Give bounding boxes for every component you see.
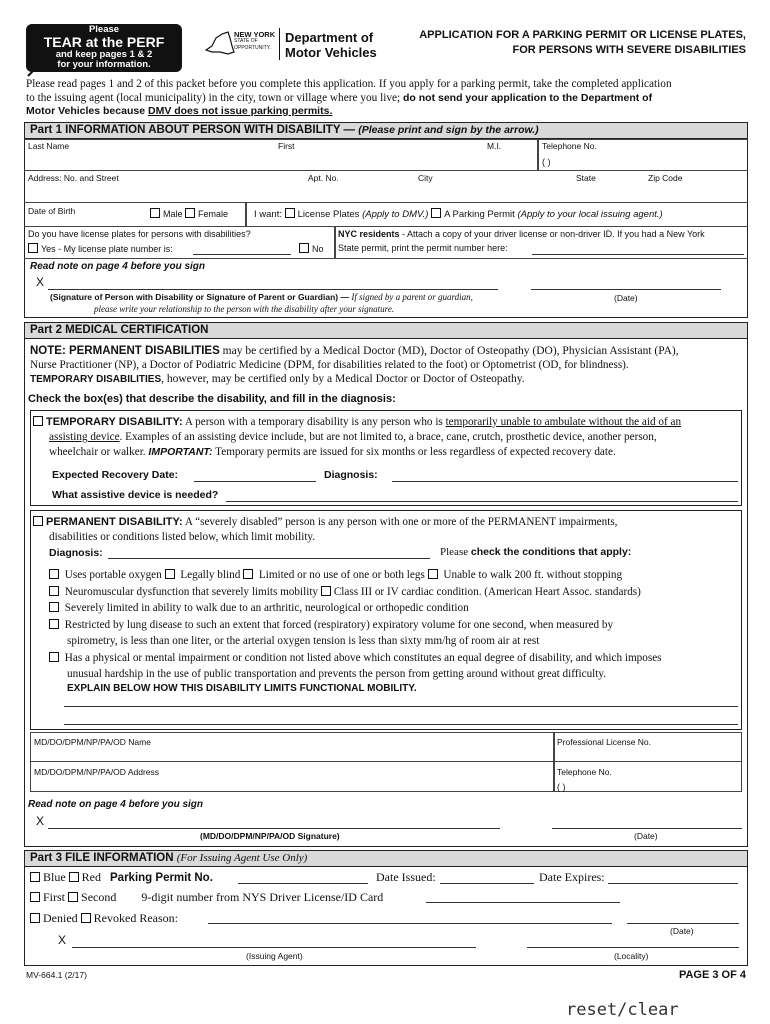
nyc-text-line-1: - Attach a copy of your driver license or non-driver ID. If you had a New York — [399, 229, 705, 239]
divider — [537, 139, 539, 171]
part3-heading-italic: (For Issuing Agent Use Only) — [176, 852, 308, 864]
telephone-input[interactable] — [560, 152, 740, 170]
intro-line-2a: to the issuing agent (local municipality) in the city, town or village where you live; — [26, 91, 401, 104]
zip-label: Zip Code — [648, 173, 683, 183]
cond-neuromuscular-label: Neuromuscular dysfunction that severely limits mobility — [64, 585, 319, 598]
md-signature-line[interactable] — [48, 828, 500, 829]
ny-state-map-icon — [202, 28, 236, 58]
i-want-label: I want: — [254, 209, 282, 220]
cond-legs-checkbox[interactable] — [243, 569, 253, 579]
page-number: PAGE 3 OF 4 — [678, 969, 746, 981]
cond-walk-checkbox[interactable] — [428, 569, 438, 579]
first-checkbox[interactable] — [30, 892, 40, 902]
cond-cardiac-label: Class III or IV cardiac condition. (American Heart Assoc. standards) — [333, 585, 641, 598]
apply-dmv-label: (Apply to DMV.) — [362, 209, 429, 220]
part3-heading-text: Part 3 FILE INFORMATION — [30, 852, 174, 864]
address-label: Address: No. and Street — [28, 173, 119, 183]
nine-digit-label: 9-digit number from NYS Driver License/ID Card — [141, 890, 384, 904]
note-line-2: Nurse Practitioner (NP), a Doctor of Podiatric Medicine (DPM, for disabilities related to the foot) or Optometrist (OD, for blindness). — [30, 359, 629, 371]
part3-box — [24, 850, 748, 966]
explain-input-line-2[interactable] — [64, 724, 738, 725]
md-telephone-label: Telephone No. — [557, 767, 612, 777]
female-checkbox[interactable] — [185, 208, 195, 218]
date-expires-input[interactable] — [608, 883, 738, 884]
dmv-line-2: Motor Vehicles — [285, 45, 377, 60]
temporary-disability-checkbox[interactable] — [33, 416, 43, 426]
ny-logo-line-1: NEW YORK — [234, 30, 276, 39]
part1-signature-line[interactable] — [48, 289, 498, 290]
application-title — [419, 28, 746, 58]
ny-logo-text — [234, 31, 275, 52]
intro-line-2b: do not send your application to the Department of — [403, 91, 653, 104]
assistive-device-label: What assistive device is needed? — [52, 489, 219, 501]
divider — [334, 227, 336, 259]
cond-arthritic-label: Severely limited in ability to walk due to an arthritic, neurological or orthopedic condition — [64, 602, 469, 614]
part2-date-label: (Date) — [634, 831, 658, 841]
city-label: City — [418, 173, 433, 183]
cond-other-checkbox[interactable] — [49, 652, 59, 662]
intro-text — [26, 78, 748, 119]
male-label: Male — [163, 209, 183, 219]
reason-input[interactable] — [208, 923, 612, 924]
issuing-agent-label: (Issuing Agent) — [246, 951, 303, 961]
dmv-line-1: Department of — [285, 30, 374, 45]
denied-checkbox[interactable] — [30, 913, 40, 923]
first-name-label: First — [278, 141, 295, 151]
blue-label: Blue — [43, 870, 66, 884]
expected-recovery-input[interactable] — [194, 481, 316, 482]
locality-line[interactable] — [527, 947, 739, 948]
cond-other-line-2: unusual hardship in the use of public transportation and prevents the person from getting around without great difficulty. — [67, 668, 607, 680]
logo-divider — [279, 28, 280, 60]
application-title-line-1: APPLICATION FOR A PARKING PERMIT OR LICENSE PLATES, — [419, 29, 746, 41]
dob-label: Date of Birth — [28, 206, 76, 216]
perm-diagnosis-label: Diagnosis: — [49, 547, 103, 559]
apt-label: Apt. No. — [308, 173, 339, 183]
address-input[interactable] — [28, 183, 744, 201]
nine-digit-input[interactable] — [426, 902, 620, 903]
female-label: Female — [198, 209, 229, 219]
reset-clear-button[interactable]: reset/clear — [566, 1000, 679, 1020]
temporary-disability-title: TEMPORARY DISABILITY: — [46, 416, 183, 428]
part3-signature-x: X — [58, 933, 67, 947]
tear-line-1: Please — [88, 24, 120, 35]
yes-plate-checkbox[interactable] — [28, 243, 38, 253]
intro-line-3b: DMV does not issue parking permits. — [147, 105, 333, 117]
license-plates-checkbox[interactable] — [285, 208, 295, 218]
explain-heading: EXPLAIN BELOW HOW THIS DISABILITY LIMITS FUNCTIONAL MOBILITY. — [67, 683, 417, 694]
cond-cardiac-checkbox[interactable] — [321, 586, 331, 596]
revoked-checkbox[interactable] — [81, 913, 91, 923]
nyc-residents-label: NYC residents — [338, 229, 400, 239]
cond-neuromuscular-checkbox[interactable] — [49, 586, 59, 596]
md-name-label: MD/DO/DPM/NP/PA/OD Name — [34, 737, 151, 747]
permanent-disability-checkbox[interactable] — [33, 516, 43, 526]
form-number: MV-664.1 (2/17) — [26, 970, 87, 980]
cond-blind-label: Legally blind — [180, 569, 241, 581]
part2-signature-x: X — [36, 814, 45, 828]
telephone-label: Telephone No. — [542, 141, 597, 151]
state-label: State — [576, 173, 596, 183]
parking-permit-no-input[interactable] — [238, 883, 368, 884]
plate-number-input[interactable] — [193, 254, 291, 255]
note-line-1: may be certified by a Medical Doctor (MD), Doctor of Osteopathy (DO), Physician Assistant (PA), — [219, 345, 679, 357]
red-checkbox[interactable] — [69, 872, 79, 882]
last-name-label: Last Name — [28, 141, 70, 151]
part3-date-line[interactable] — [627, 923, 739, 924]
red-label: Red — [81, 870, 102, 884]
nyc-text-line-2: State permit, print the permit number here: — [338, 243, 508, 253]
part1-signature-italic-1: If signed by a parent or guardian, — [351, 292, 473, 302]
part1-signature-caption: (Signature of Person with Disability or Signature of Parent or Guardian) — — [50, 292, 349, 302]
blue-checkbox[interactable] — [30, 872, 40, 882]
please-check-a: Please — [440, 546, 471, 558]
no-plate-label: No — [312, 244, 324, 254]
issuing-agent-line[interactable] — [72, 947, 476, 948]
part2-read-note: Read note on page 4 before you sign — [28, 799, 204, 810]
part1-heading-text: Part 1 INFORMATION ABOUT PERSON WITH DISABILITY — — [30, 124, 355, 136]
ny-logo-line-2: STATE OF — [234, 38, 258, 44]
no-plate-checkbox[interactable] — [299, 243, 309, 253]
permanent-disability-line-2: disabilities or conditions listed below, which limit mobility. — [49, 531, 316, 543]
intro-line-3a: Motor Vehicles because — [26, 105, 146, 117]
important-label: IMPORTANT: — [148, 446, 213, 458]
parking-permit-no-label: Parking Permit No. — [110, 872, 213, 884]
check-boxes-instruction: Check the box(es) that describe the disability, and fill in the diagnosis: — [28, 393, 396, 405]
temporary-disabilities-label: TEMPORARY DISABILITIES — [30, 374, 162, 385]
temporary-disability-line-3a: wheelchair or walker. — [49, 446, 149, 458]
part1-read-note: Read note on page 4 before you sign — [30, 261, 206, 272]
tear-line-3: and keep pages 1 & 2 — [55, 49, 153, 60]
part3-heading — [24, 850, 748, 867]
reason-label: Reason: — [139, 911, 178, 925]
revoked-label: Revoked — [93, 911, 137, 925]
apply-local-label: (Apply to your local issuing agent.) — [517, 209, 663, 220]
have-plates-question: Do you have license plates for persons with disabilities? — [28, 229, 251, 239]
tear-line-4: for your information. — [57, 59, 151, 70]
part3-date-label: (Date) — [670, 926, 694, 936]
cond-lung-line-2: spirometry, is less than one liter, or the arterial oxygen tension is less than sixty mm/hg of room air at rest — [67, 635, 540, 647]
license-plates-label: License Plates — [297, 209, 360, 220]
permanent-disability-title: PERMANENT DISABILITY: — [46, 516, 183, 528]
cond-other-line-1: Has a physical or mental impairment or condition not listed above which constitutes an equal degree of disability, and which imposes — [64, 651, 662, 664]
cond-legs-label: Limited or no use of one or both legs — [258, 569, 425, 581]
intro-line-1: Please read pages 1 and 2 of this packet before you complete this application. If you apply for a parking permit, take the completed application — [26, 78, 672, 90]
part2-note — [30, 344, 744, 387]
part1-signature-x: X — [36, 275, 45, 289]
md-signature-label: (MD/DO/DPM/NP/PA/OD Signature) — [200, 831, 340, 841]
cond-lung-checkbox[interactable] — [49, 619, 59, 629]
temporary-disability-line-3c: Temporary permits are issued for six months or less regardless of expected recovery date. — [212, 446, 616, 458]
please-check-b: check the conditions that apply: — [470, 546, 632, 558]
second-checkbox[interactable] — [68, 892, 78, 902]
first-label: First — [43, 890, 66, 904]
parking-permit-checkbox[interactable] — [431, 208, 441, 218]
permanent-disabilities-label: NOTE: PERMANENT DISABILITIES — [30, 345, 220, 357]
conditions-list — [49, 567, 741, 683]
part1-heading-italic: (Please print and sign by the arrow.) — [358, 124, 539, 136]
scissors-arrow-icon — [26, 62, 50, 78]
assistive-device-input[interactable] — [226, 501, 738, 502]
tear-line-2: TEAR at the PERF — [43, 34, 165, 50]
md-address-label: MD/DO/DPM/NP/PA/OD Address — [34, 767, 160, 777]
divider — [245, 203, 247, 227]
application-title-line-2: FOR PERSONS WITH SEVERE DISABILITIES — [512, 44, 746, 56]
cond-arthritic-checkbox[interactable] — [49, 602, 59, 612]
mi-label: M.I. — [487, 141, 502, 151]
cond-oxygen-label: Uses portable oxygen — [64, 569, 162, 581]
locality-label: (Locality) — [614, 951, 649, 961]
cond-lung-line-1: Restricted by lung disease to such an extent that forced (respiratory) expiratory volume for one second, when measured by — [64, 618, 614, 631]
temporary-disabilities-text: , however, may be certified only by a Medical Doctor or Doctor of Osteopathy. — [161, 373, 525, 385]
part2-date-line[interactable] — [552, 828, 742, 829]
temporary-disability-line-1a: A person with a temporary disability is any person who is — [182, 416, 446, 428]
prof-license-label: Professional License No. — [557, 737, 652, 747]
dmv-name — [285, 30, 377, 60]
yes-plate-label: Yes - My license plate number is: — [41, 244, 173, 254]
temporary-disability-line-1b: temporarily unable to ambulate without the aid of an — [445, 416, 682, 428]
part1-date-label: (Date) — [614, 293, 638, 303]
temporary-disability-line-2a: assisting device — [49, 431, 120, 443]
denied-label: Denied — [43, 911, 78, 925]
part1-date-line[interactable] — [531, 289, 721, 290]
part1-heading — [24, 122, 748, 139]
ny-logo-line-3: OPPORTUNITY. — [234, 45, 271, 51]
md-telephone-paren: ( ) — [557, 782, 566, 792]
cond-oxygen-checkbox[interactable] — [49, 569, 59, 579]
temp-diagnosis-input[interactable] — [392, 481, 738, 482]
male-checkbox[interactable] — [150, 208, 160, 218]
temp-diagnosis-label: Diagnosis: — [324, 469, 378, 481]
permanent-disability-line-1: A “severely disabled” person is any person with one or more of the PERMANENT impairments, — [182, 516, 618, 528]
telephone-paren: ( ) — [542, 157, 551, 167]
explain-input-line-1[interactable] — [64, 706, 738, 707]
second-label: Second — [81, 890, 117, 904]
nys-permit-number-input[interactable] — [532, 254, 744, 255]
date-issued-input[interactable] — [440, 883, 534, 884]
date-expires-label: Date Expires: — [539, 870, 605, 884]
parking-permit-label: A Parking Permit — [444, 209, 515, 220]
temporary-disability-line-2b: . Examples of an assisting device include, but are not limited to, a brace, cane, crutch, prosthetic device, another person, — [119, 431, 657, 443]
cond-walk-label: Unable to walk 200 ft. without stopping — [443, 569, 623, 581]
part2-heading: Part 2 MEDICAL CERTIFICATION — [24, 322, 748, 339]
perm-diagnosis-input[interactable] — [108, 558, 430, 559]
cond-blind-checkbox[interactable] — [165, 569, 175, 579]
part1-signature-italic-2: please write your relationship to the person with the disability after your signature. — [94, 304, 395, 314]
date-issued-label: Date Issued: — [376, 870, 436, 884]
name-input[interactable] — [28, 150, 533, 168]
expected-recovery-label: Expected Recovery Date: — [52, 469, 179, 481]
